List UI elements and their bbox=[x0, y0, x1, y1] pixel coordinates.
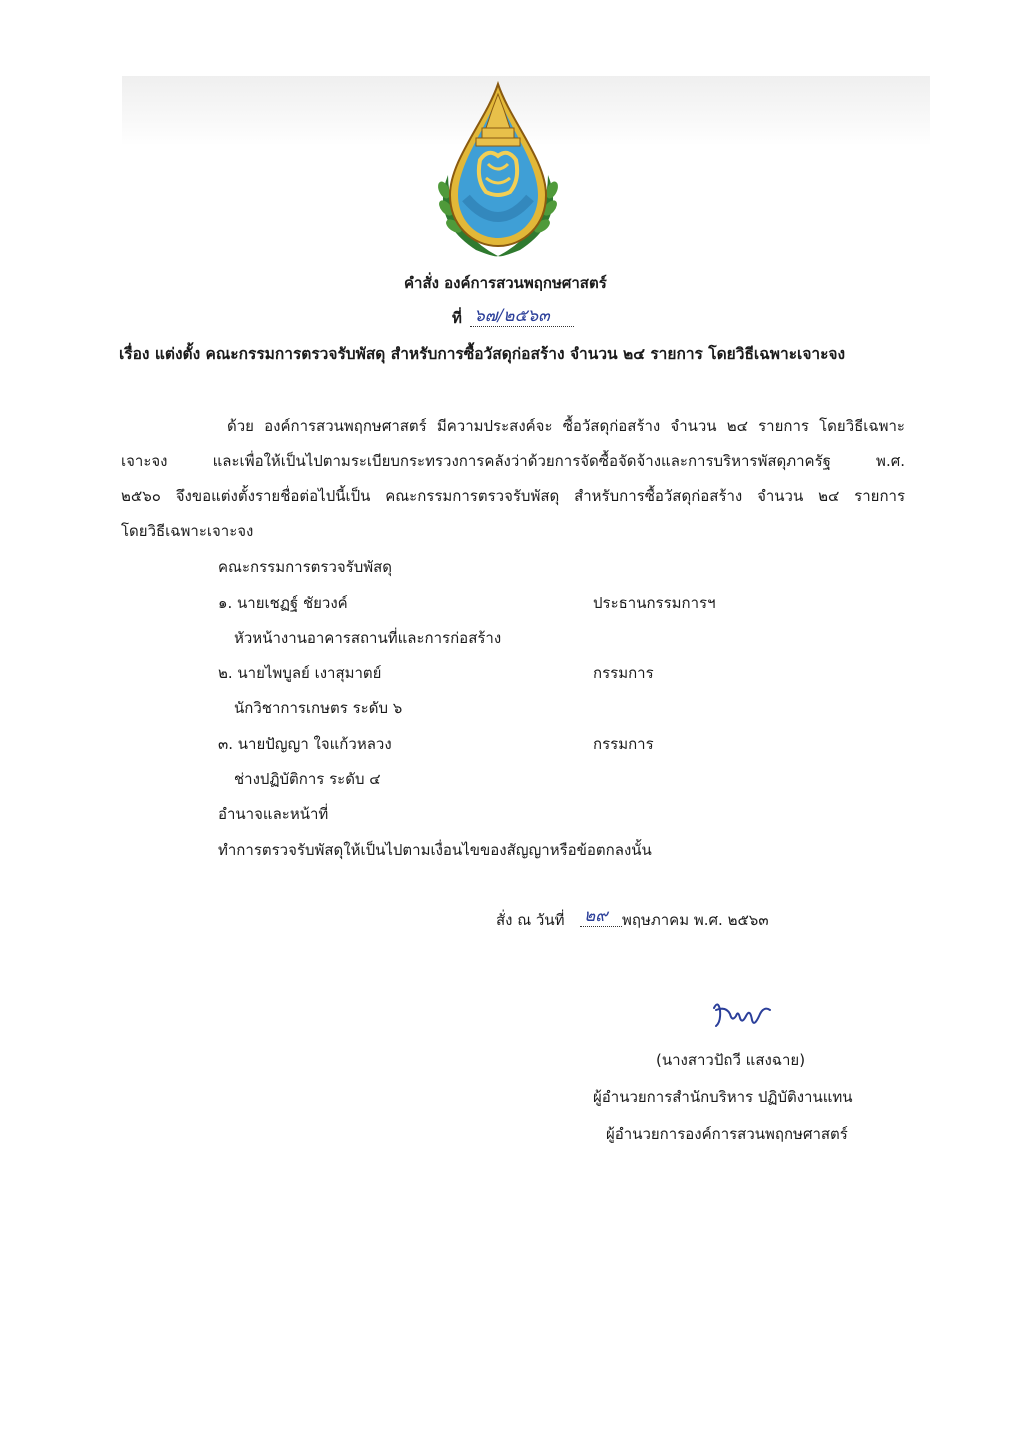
signer-name: (นางสาวปัถวี แสงฉาย) bbox=[656, 1051, 806, 1069]
duty-heading: อำนาจและหน้าที่ bbox=[218, 805, 329, 823]
member-1-role: ประธานกรรมการฯ bbox=[593, 594, 716, 612]
organization-logo bbox=[426, 80, 570, 260]
paragraph-line-4: โดยวิธีเฉพาะเจาะจง bbox=[121, 522, 254, 540]
committee-heading: คณะกรรมการตรวจรับพัสดุ bbox=[218, 558, 393, 576]
order-date-prefix: สั่ง ณ วันที่ bbox=[496, 911, 565, 929]
order-number-label: ที่ bbox=[452, 309, 462, 327]
paragraph-line-2: เจาะจง และเพื่อให้เป็นไปตามระเบียบกระทรวงการคลังว่าด้วยการจัดซื้อจัดจ้างและการบริหารพัสดุภาครัฐ พ.ศ. bbox=[121, 452, 905, 470]
member-1-position: หัวหน้างานอาคารสถานที่และการก่อสร้าง bbox=[234, 629, 502, 647]
member-1-name: ๑. นายเชฏฐ์ ชัยวงค์ bbox=[218, 594, 348, 612]
signer-title-2: ผู้อำนวยการองค์การสวนพฤกษศาสตร์ bbox=[606, 1125, 848, 1143]
order-date-month-year: พฤษภาคม พ.ศ. ๒๕๖๓ bbox=[622, 911, 769, 929]
order-number-value: ๖๗/๒๕๖๓ bbox=[470, 306, 574, 327]
order-date-day: ๒๙ bbox=[580, 906, 622, 927]
signature-image bbox=[706, 996, 776, 1036]
member-2-position: นักวิชาการเกษตร ระดับ ๖ bbox=[234, 699, 403, 717]
order-title: คำสั่ง องค์การสวนพฤกษศาสตร์ bbox=[404, 274, 607, 292]
paragraph-line-1: ด้วย องค์การสวนพฤกษศาสตร์ มีความประสงค์จะ ซื้อวัสดุก่อสร้าง จำนวน ๒๔ รายการ โดยวิธีเฉพาะ bbox=[227, 417, 905, 435]
signer-title-1: ผู้อำนวยการสำนักบริหาร ปฏิบัติงานแทน bbox=[593, 1088, 853, 1106]
member-3-position: ช่างปฏิบัติการ ระดับ ๔ bbox=[234, 770, 381, 788]
member-2-name: ๒. นายไพบูลย์ เงาสุมาตย์ bbox=[218, 664, 382, 682]
order-subject: เรื่อง แต่งตั้ง คณะกรรมการตรวจรับพัสดุ สำหรับการซื้อวัสดุก่อสร้าง จำนวน ๒๔ รายการ โดยวิธีเฉพาะเจาะจง bbox=[119, 345, 846, 363]
paragraph-line-3: ๒๕๖๐ จึงขอแต่งตั้งรายชื่อต่อไปนี้เป็น คณะกรรมการตรวจรับพัสดุ สำหรับการซื้อวัสดุก่อสร้าง จำนวน ๒๔ รายการ bbox=[121, 487, 905, 505]
member-2-role: กรรมการ bbox=[593, 664, 654, 682]
member-3-name: ๓. นายปัญญา ใจแก้วหลวง bbox=[218, 735, 392, 753]
duty-text: ทำการตรวจรับพัสดุให้เป็นไปตามเงื่อนไขของสัญญาหรือข้อตกลงนั้น bbox=[218, 841, 652, 859]
member-3-role: กรรมการ bbox=[593, 735, 654, 753]
